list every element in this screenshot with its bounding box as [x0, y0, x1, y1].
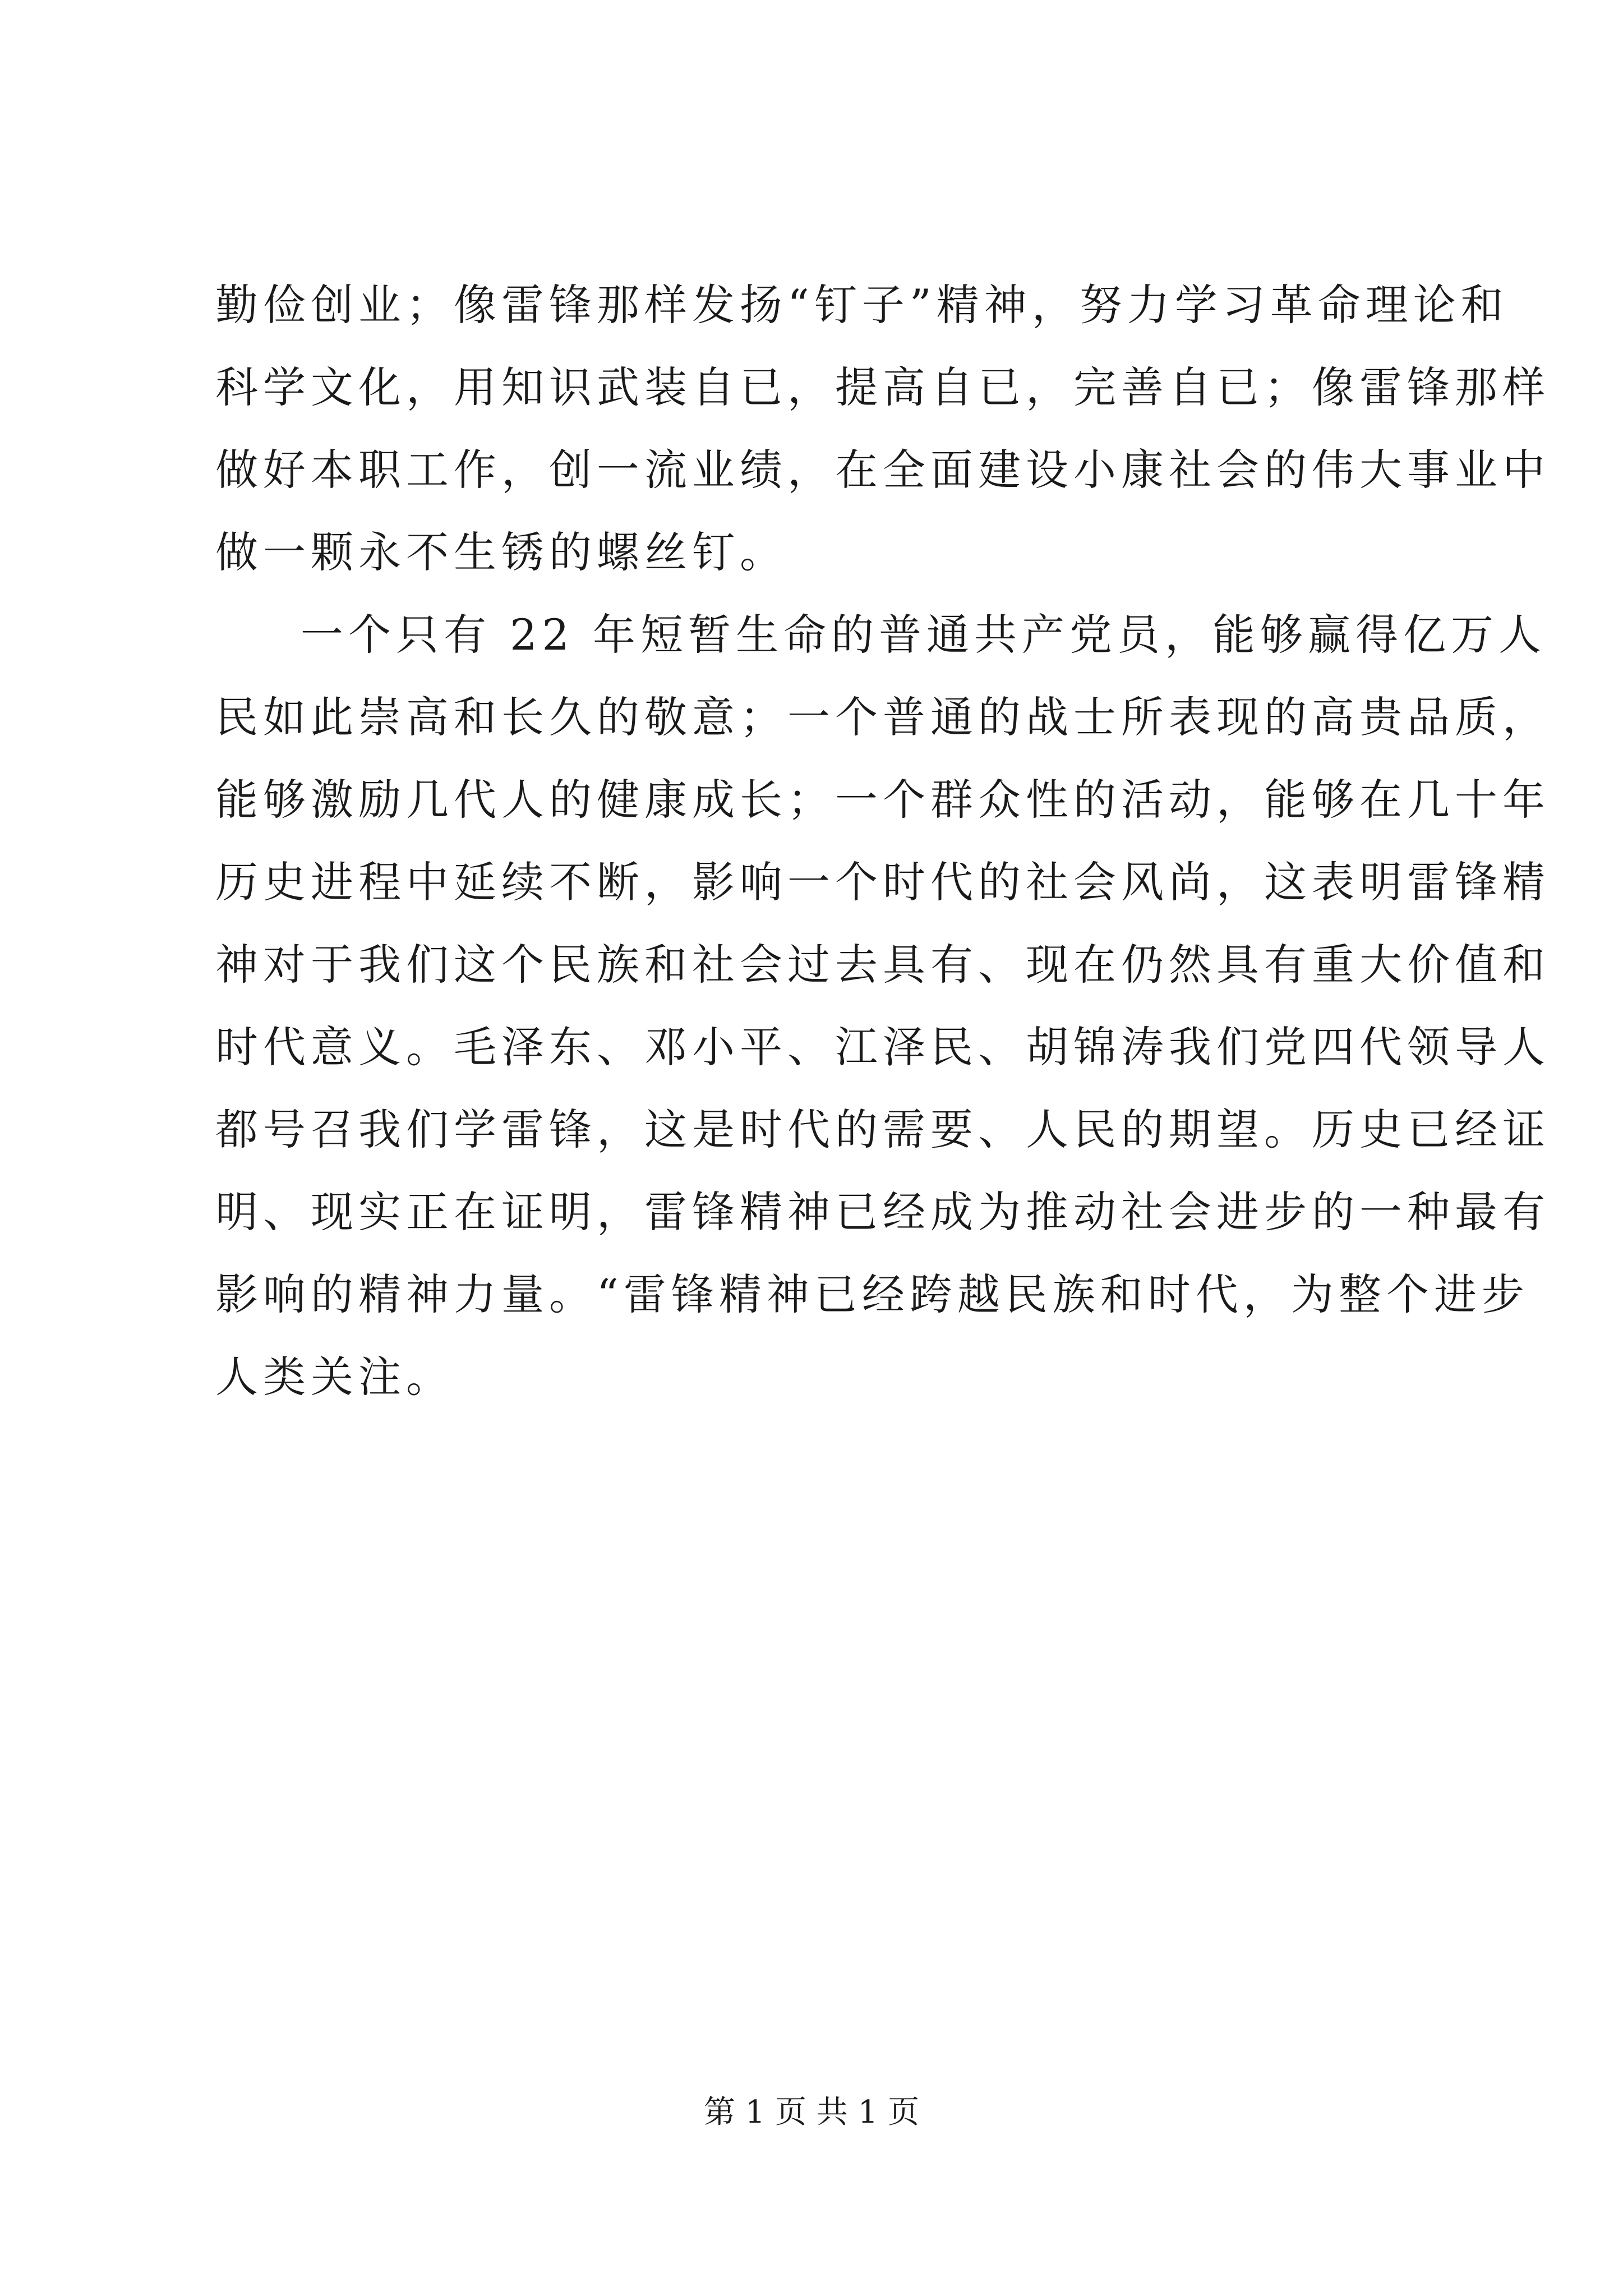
text-line: 都号召我们学雷锋，这是时代的需要、人民的期望。历史已经证	[215, 1105, 1550, 1154]
text-line: 人类关注。	[215, 1352, 454, 1402]
text-line: 科学文化，用知识武装自已，提高自已，完善自已；像雷锋那样	[215, 362, 1550, 412]
text-line: 影响的精神力量。“雷锋精神已经跨越民族和时代，为整个进步	[215, 1269, 1529, 1319]
paragraph-2	[215, 593, 1550, 1418]
text-line: 神对于我们这个民族和社会过去具有、现在仍然具有重大价值和	[215, 940, 1550, 990]
text-line: 时代意义。毛泽东、邓小平、江泽民、胡锦涛我们党四代领导人	[215, 1022, 1550, 1072]
text-line: 能够激励几代人的健康成长；一个群众性的活动，能够在几十年	[215, 775, 1550, 825]
text-line: 明、现实正在证明，雷锋精神已经成为推动社会进步的一种最有	[215, 1187, 1550, 1237]
text-line: 历史进程中延续不断，影响一个时代的社会风尚，这表明雷锋精	[215, 857, 1550, 907]
text-line: 做一颗永不生锈的螺丝钉。	[215, 527, 787, 577]
text-line: 一个只有 22 年短暂生命的普通共产党员，能够赢得亿万人	[301, 610, 1547, 660]
paragraph-1	[215, 264, 1550, 593]
text-line: 民如此崇高和长久的敬意；一个普通的战士所表现的高贵品质，	[215, 692, 1550, 742]
document-body	[215, 264, 1550, 1418]
page-footer: 第 1 页 共 1 页	[703, 2094, 920, 2131]
text-line: 勤俭创业；像雷锋那样发扬“钉子”精神，努力学习革命理论和	[215, 280, 1509, 330]
text-line: 做好本职工作，创一流业绩，在全面建设小康社会的伟大事业中	[215, 445, 1550, 495]
